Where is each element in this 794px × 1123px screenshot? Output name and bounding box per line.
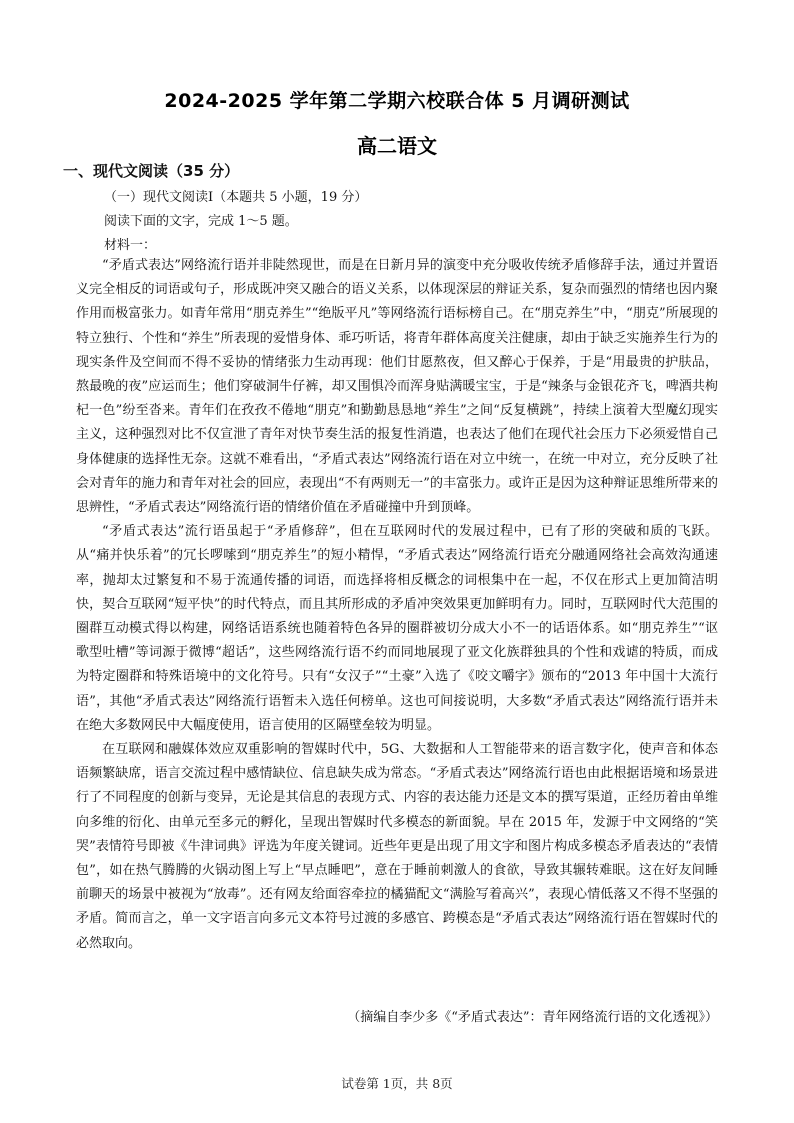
paragraph: “矛盾式表达”流行语虽起于“矛盾修辞”，但在互联网时代的发展过程中，已有了形的突破和质的飞跃。从“痛并快乐着”的冗长啰嗦到“朋克养生”的短小精悍，“矛盾式表达”网络流行语充分融通网络社会高效沟通速率，抛却太过繁复和不易于流通传播的词语，而选择将相反概念的词根集中在一起，不仅在形式上更加简洁明快，契合互联网“短平快”的时代特点，而且其所形成的矛盾冲突效果更加鲜明有力。同时，互联网时代大范围的圈群互动模式得以构建，网络话语系统也随着特色各异的圈群被切分成大小不一的话语体系。如“朋克养生”“讴歌型吐槽”等词源于微博“超话”，这些网络流行语不约而同地展现了亚文化族群独具的个性和戏谑的特质，而成为特定圈群和特殊语境中的文化符号。只有“女汉子”“土豪”入选了《咬文嚼字》颁布的“2013 年中国十大流行语”，其他“矛盾式表达”网络流行语暂未入选任何榜单。这也可间接说明，大多数“矛盾式表达”网络流行语并未在绝大多数网民中大幅度使用，语言使用的区隔壁垒较为明显。 [76, 524, 718, 733]
paragraph: 在互联网和融媒体效应双重影响的智媒时代中，5G、大数据和人工智能带来的语言数字化，使声音和体态语频繁缺席，语言交流过程中感情缺位、信息缺失成为常态。“矛盾式表达”网络流行语也由此根据语境和场景进行了不同程度的创新与变异，无论是其信息的表现方式、内容的表达能力还是文本的撰写渠道，正经历着由单维向多维的衍化、由单元至多元的孵化，呈现出智媒时代多模态的新面貌。早在 2015 年，发源于中文网络的“笑哭”表情符号即被《牛津词典》评选为年度关键词。近些年更是出现了用文字和图片构成多模态矛盾表达的“表情包”，如在热气腾腾的火锅动图上写上“早点睡吧”，意在于睡前刺激人的食欲，导致其辗转难眠。这在好友间睡前聊天的场景中被视为“放毒”。还有网友给面容牵拉的橘猫配文“满脸写着高兴”，表现心情低落又不得不坚强的矛盾。简而言之，单一文字语言向多元文本符号过渡的多感官、跨模态是“矛盾式表达”网络流行语在智媒时代的必然取向。 [76, 742, 718, 951]
source-citation: （摘编自李少多《“矛盾式表达”：青年网络流行语的文化透视》） [347, 1010, 718, 1025]
page-footer: 试卷第 1页，共 8页 [341, 1076, 453, 1091]
part-label: （一）现代文阅读Ⅰ（本题共 5 小题，19 分） [104, 190, 368, 205]
section-heading: 一、现代文阅读（35 分） [63, 162, 240, 180]
exam-title: 2024-2025 学年第二学期六校联合体 5 月调研测试 [164, 90, 630, 112]
instruction: 阅读下面的文字，完成 1～5 题。 [104, 214, 298, 229]
material-label: 材料一： [104, 238, 157, 253]
passage [76, 254, 718, 956]
paragraph: “矛盾式表达”网络流行语并非陡然现世，而是在日新月异的演变中充分吸收传统矛盾修辞手法，通过并置语义完全相反的词语或句子，形成既冲突又融合的语义关系，以体现深层的辩证关系，复杂而强烈的情绪也因内聚作用而极富张力。如青年常用“朋克养生”“绝版平凡”等网络流行语标榜自己。在“朋克养生”中，“朋克”所展现的特立独行、个性和“养生”所表现的爱惜身体、乖巧听话，将青年群体高度关注健康，却由于缺乏实施养生行为的现实条件及空间而不得不妥协的情绪张力生动再现：他们甘愿熬夜，但又醉心于保养，于是“用最贵的护肤品，熬最晚的夜”应运而生；他们穿破洞牛仔裤，却又围惧冷而浑身贴满暖宝宝，于是“辣条与金银花齐飞，啤酒共枸杞一色”纷至沓来。青年们在孜孜不倦地“朋克”和勤勤恳恳地“养生”之间“反复横跳”，持续上演着大型魔幻现实主义，这种强烈对比不仅宣泄了青年对快节奏生活的报复性消遣，也表达了他们在现代社会压力下必须爱惜自己身体健康的选择性无奈。这就不难看出，“矛盾式表达”网络流行语在对立中统一，在统一中对立，充分反映了社会对青年的施力和青年对社会的回应，表现出“不有两则无一”的丰富张力。或许正是因为这种辩证思维所带来的思辨性，“矛盾式表达”网络流行语的情绪价值在矛盾碰撞中升到顶峰。 [76, 258, 718, 516]
exam-subject: 高二语文 [357, 134, 437, 158]
